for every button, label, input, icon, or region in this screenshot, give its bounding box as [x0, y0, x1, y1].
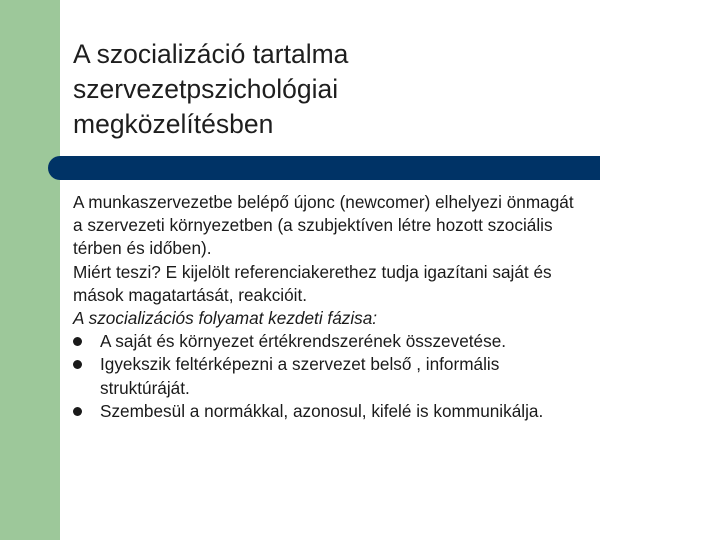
body-paragraph	[73, 191, 673, 261]
title-line: A szocializáció tartalma	[73, 39, 349, 69]
list-item-text: struktúráját.	[100, 377, 190, 398]
list-item-text: Igyekszik feltérképezni a szervezet belső , informális	[100, 354, 500, 375]
paragraph-line: térben és időben).	[73, 238, 212, 259]
bullet-dot-icon	[73, 337, 82, 346]
phase-heading	[73, 307, 673, 330]
divider-bar	[60, 156, 600, 180]
bullet-dot-icon	[73, 407, 82, 416]
slide-title	[73, 37, 348, 142]
green-side-strip	[0, 160, 60, 540]
title-line: megközelítésben	[73, 109, 274, 139]
paragraph-line: a szervezeti környezetben (a szubjektíven létre hozott szociális	[73, 215, 553, 236]
paragraph-line: mások magatartását, reakcióit.	[73, 284, 308, 305]
slide-body	[73, 191, 673, 423]
body-paragraph	[73, 261, 673, 307]
list-item-text: Szembesül a normákkal, azonosul, kifelé is kommunikálja.	[100, 400, 544, 421]
phase-heading-text: A szocializációs folyamat kezdeti fázisa:	[73, 308, 378, 329]
bullet-dot-icon	[73, 360, 82, 369]
paragraph-line: Miért teszi? E kijelölt referenciakerethez tudja igazítani saját és	[73, 261, 552, 282]
list-item	[73, 353, 673, 399]
list-item-text: A saját és környezet értékrendszerének összevetése.	[100, 331, 507, 352]
list-item	[73, 330, 673, 353]
title-line: szervezetpszichológiai	[73, 74, 339, 104]
paragraph-line: A munkaszervezetbe belépő újonc (newcomer) elhelyezi önmagát	[73, 192, 574, 212]
list-item	[73, 400, 673, 423]
